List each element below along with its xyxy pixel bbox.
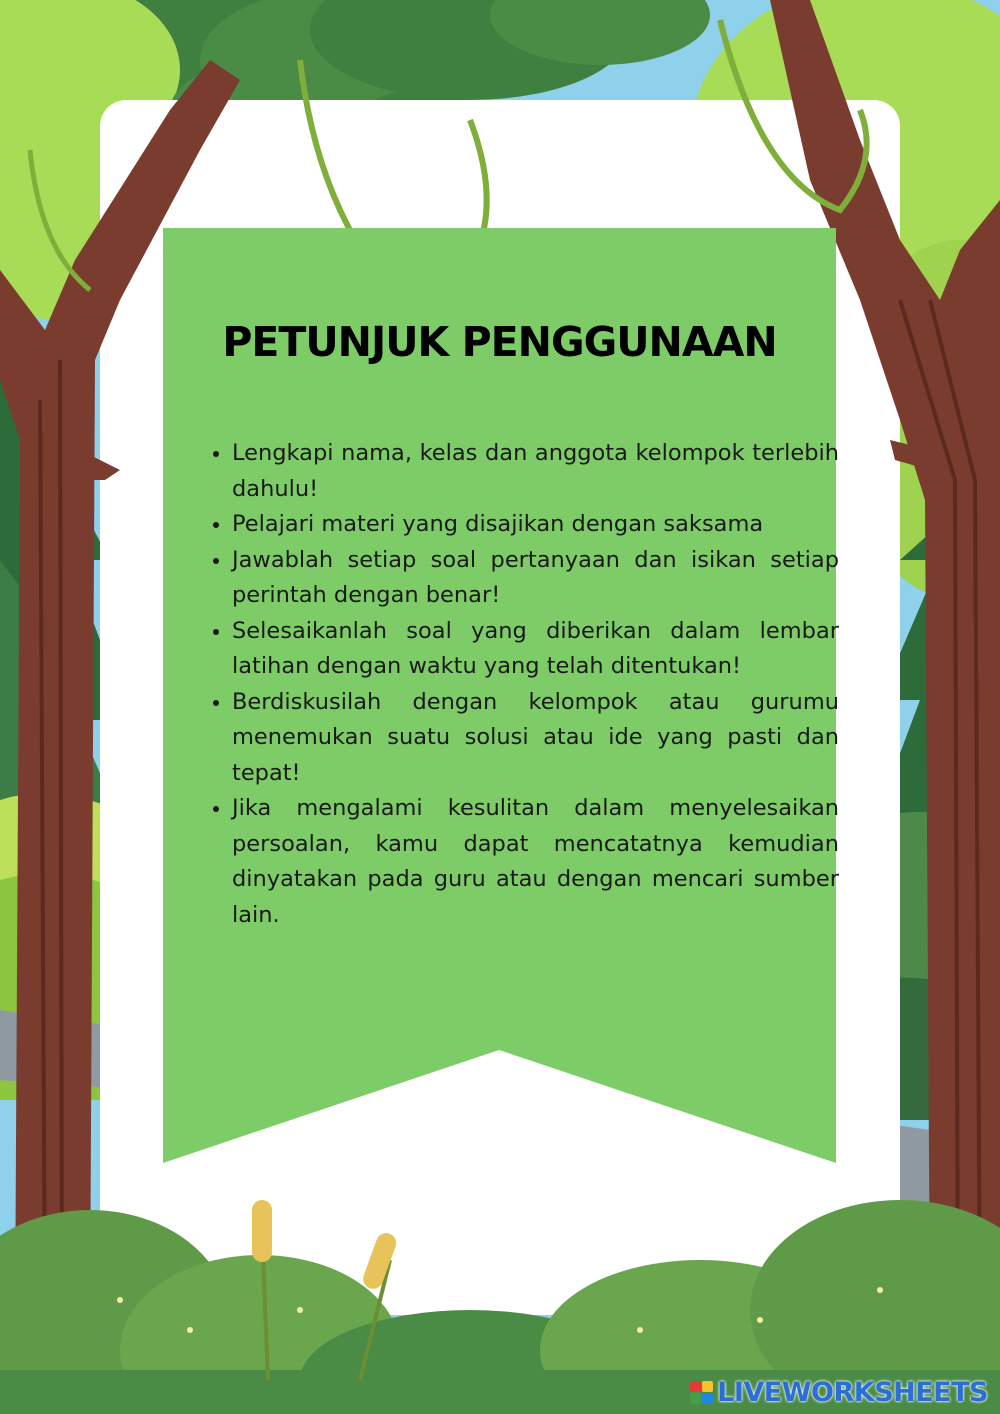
list-item: • Berdiskusilah dengan kelompok atau gurumu menemukan suatu solusi atau ide yang pasti dan tepat! [232,685,839,792]
instruction-list [203,436,839,933]
list-item: • Selesaikanlah soal yang diberikan dalam lembar latihan dengan waktu yang telah ditentukan! [232,614,839,685]
liveworksheets-mark-icon [690,1381,713,1404]
page-title: PETUNJUK PENGGUNAAN [222,318,777,366]
list-item: • Jika mengalami kesulitan dalam menyelesaikan persoalan, kamu dapat mencatatnya kemudian dinyatakan pada guru atau dengan mencari sumber lain. [232,791,839,933]
list-item: • Lengkapi nama, kelas dan anggota kelompok terlebih dahulu! [232,436,839,507]
liveworksheets-logo [690,1377,988,1408]
list-item: • Jawablah setiap soal pertanyaan dan isikan setiap perintah dengan benar! [232,543,839,614]
list-item: • Pelajari materi yang disajikan dengan saksama [232,507,839,543]
watermark-text: LIVEWORKSHEETS [717,1377,988,1408]
